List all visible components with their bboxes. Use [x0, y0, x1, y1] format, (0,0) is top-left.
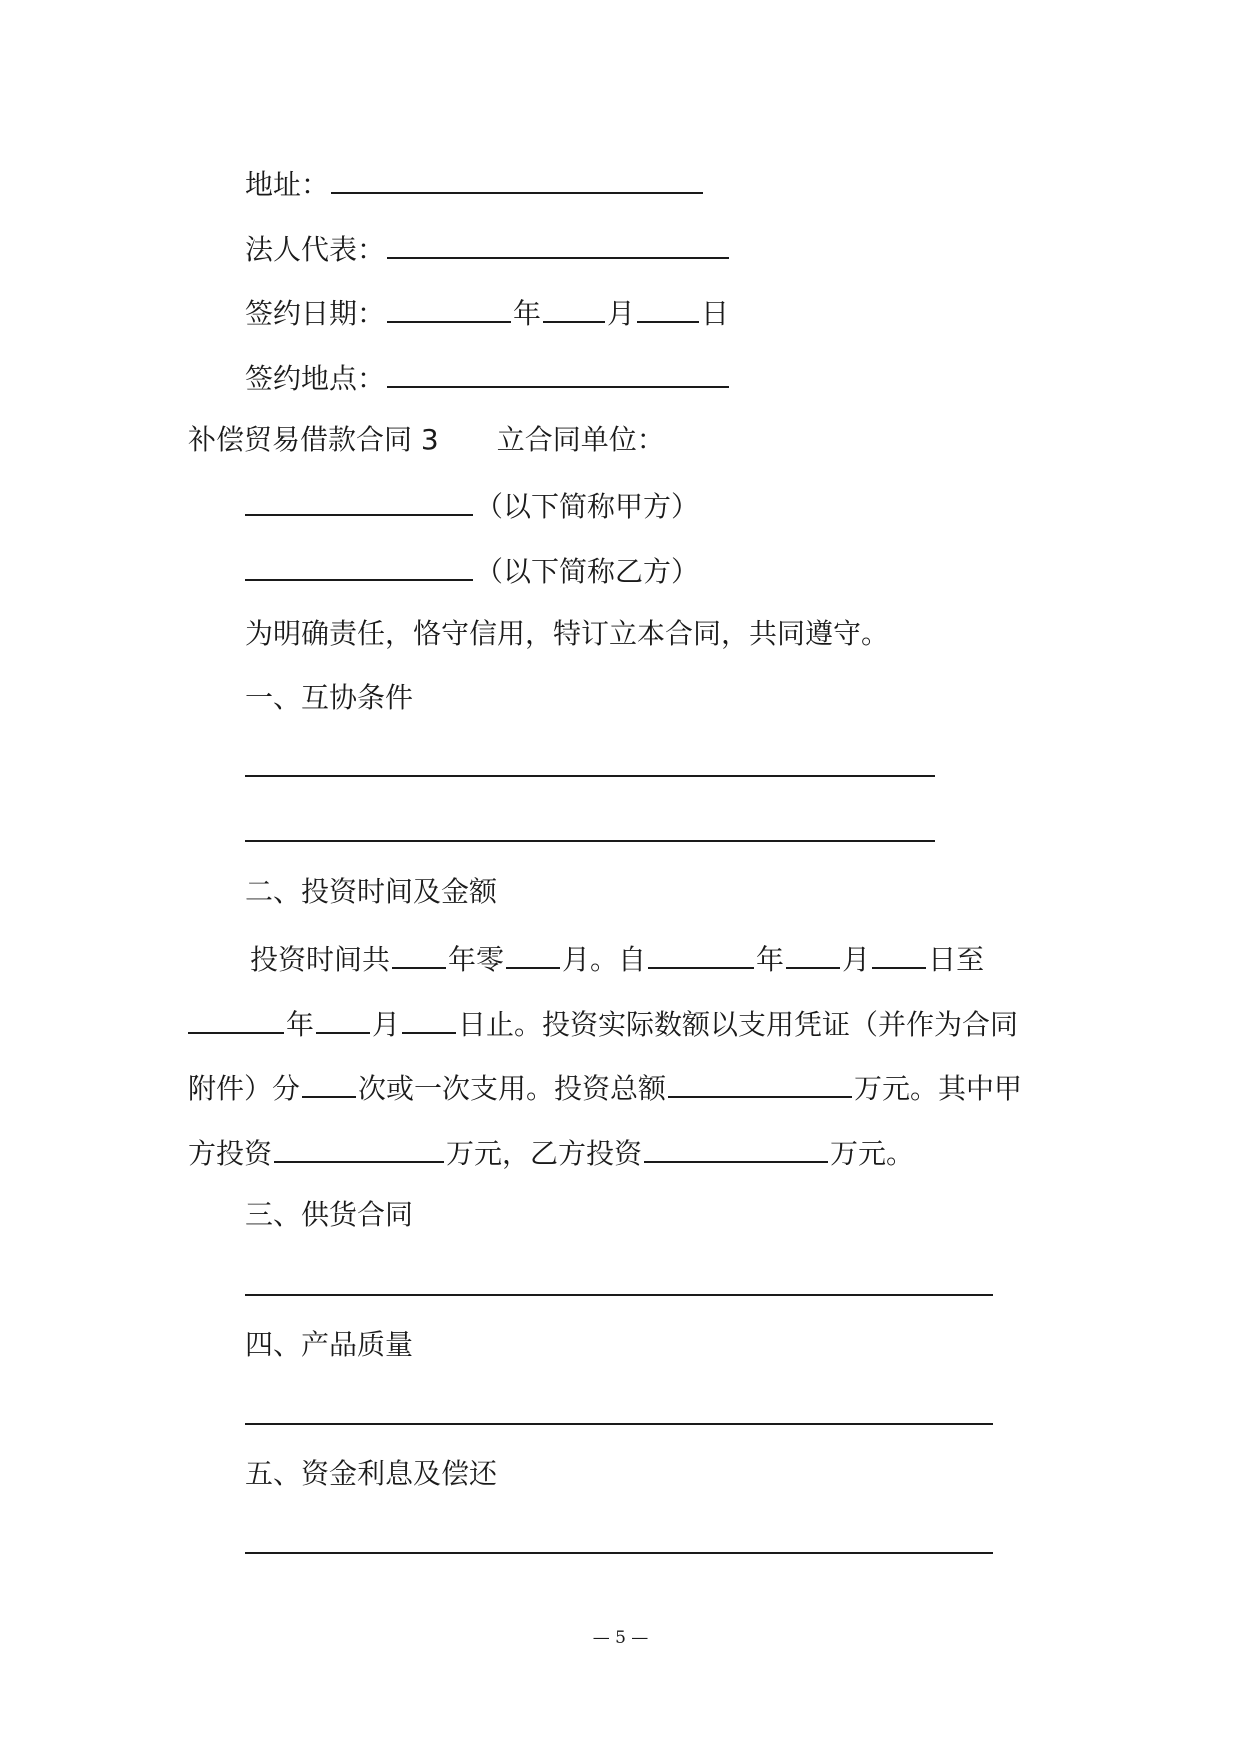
- sign-place-blank[interactable]: [387, 356, 729, 388]
- address-line: [245, 162, 705, 205]
- section-1-blank-line-1[interactable]: [245, 775, 935, 777]
- section-4-title: 四、产品质量: [245, 1328, 414, 1361]
- legal-rep-label: 法人代表：: [245, 233, 386, 266]
- s2-text-5: 月: [842, 943, 871, 976]
- parties-label: 立合同单位：: [496, 423, 665, 456]
- section-4-blank-line[interactable]: [245, 1423, 993, 1425]
- party-a-blank[interactable]: [245, 484, 473, 516]
- sign-place-label: 签约地点：: [245, 362, 386, 395]
- section-2-para-line-4: [188, 1131, 914, 1174]
- s2-text-7: 年: [286, 1008, 315, 1041]
- s2-text-4: 年: [756, 943, 785, 976]
- legal-rep-line: [245, 227, 731, 270]
- party-b-investment-blank[interactable]: [644, 1131, 828, 1163]
- party-b-blank[interactable]: [245, 549, 473, 581]
- legal-rep-blank[interactable]: [387, 227, 729, 259]
- end-month-blank[interactable]: [316, 1002, 370, 1034]
- s2-text-3: 月。自: [562, 943, 647, 976]
- end-year-blank[interactable]: [188, 1002, 284, 1034]
- preamble: 为明确责任，恪守信用，特订立本合同，共同遵守。: [245, 617, 890, 650]
- s2-text-1: 投资时间共: [250, 943, 391, 976]
- s2-text-6: 日至: [928, 943, 985, 976]
- sign-place-line: [245, 356, 731, 399]
- section-5-blank-line[interactable]: [245, 1552, 993, 1554]
- section-2-title: 二、投资时间及金额: [245, 875, 498, 908]
- s2-text-2: 年零: [448, 943, 505, 976]
- section-3-blank-line[interactable]: [245, 1294, 993, 1296]
- s2-text-14: 万元，乙方投资: [446, 1137, 643, 1170]
- party-b-label: （以下简称乙方）: [475, 555, 700, 588]
- invest-months-blank[interactable]: [506, 937, 560, 969]
- section-2-para-line-3: [188, 1066, 1022, 1109]
- section-2-para-line-2: [188, 1002, 1018, 1045]
- section-2-para-line-1: [250, 937, 984, 980]
- party-a-investment-blank[interactable]: [274, 1131, 444, 1163]
- day-label: 日: [701, 297, 730, 330]
- s2-text-9: 日止。投资实际数额以支用凭证（并作为合同: [458, 1008, 1019, 1041]
- address-label: 地址：: [245, 168, 330, 201]
- start-day-blank[interactable]: [872, 937, 926, 969]
- section-1-title: 一、互协条件: [245, 681, 414, 714]
- invest-years-blank[interactable]: [392, 937, 446, 969]
- party-a-label: （以下简称甲方）: [475, 490, 700, 523]
- start-month-blank[interactable]: [786, 937, 840, 969]
- address-blank[interactable]: [331, 162, 703, 194]
- party-a-line: [245, 484, 699, 527]
- s2-text-12: 万元。其中甲: [854, 1072, 1023, 1105]
- section-5-title: 五、资金利息及偿还: [245, 1457, 498, 1490]
- sign-date-line: [245, 291, 729, 334]
- s2-text-8: 月: [372, 1008, 401, 1041]
- contract-title-line: [188, 420, 665, 460]
- sign-day-blank[interactable]: [637, 291, 699, 323]
- s2-text-10: 附件）分: [188, 1072, 301, 1105]
- contract-title: 补偿贸易借款合同 3: [188, 423, 439, 456]
- s2-text-11: 次或一次支用。投资总额: [358, 1072, 667, 1105]
- start-year-blank[interactable]: [648, 937, 754, 969]
- month-label: 月: [607, 297, 636, 330]
- s2-text-13: 方投资: [188, 1137, 273, 1170]
- page-number: — 5 —: [592, 1628, 649, 1648]
- year-label: 年: [513, 297, 542, 330]
- sign-year-blank[interactable]: [387, 291, 511, 323]
- sign-month-blank[interactable]: [543, 291, 605, 323]
- total-investment-blank[interactable]: [668, 1066, 852, 1098]
- end-day-blank[interactable]: [402, 1002, 456, 1034]
- disbursement-count-blank[interactable]: [302, 1066, 356, 1098]
- party-b-line: [245, 549, 699, 592]
- section-3-title: 三、供货合同: [245, 1198, 414, 1231]
- s2-text-15: 万元。: [830, 1137, 915, 1170]
- section-1-blank-line-2[interactable]: [245, 840, 935, 842]
- sign-date-label: 签约日期：: [245, 297, 386, 330]
